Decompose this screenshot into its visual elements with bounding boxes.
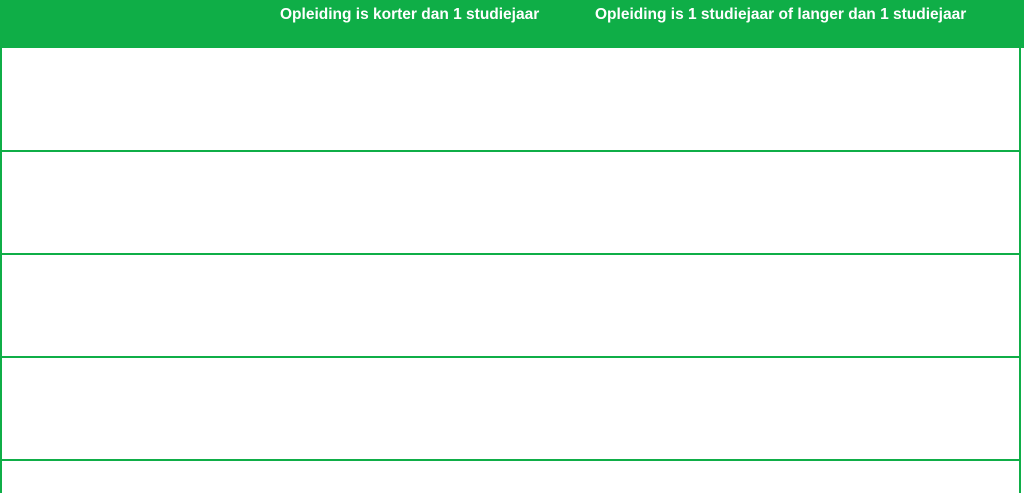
row-label <box>2 461 272 493</box>
header-long-course: Opleiding is 1 studiejaar of langer dan 1 studiejaar <box>595 6 967 23</box>
cell-short-course <box>280 255 590 356</box>
cell-long-course <box>595 358 1015 459</box>
table-right-border <box>1019 48 1021 493</box>
row-label <box>2 358 272 459</box>
row-label <box>2 152 272 253</box>
table-row <box>2 255 1019 356</box>
table-row <box>2 48 1019 150</box>
table-header <box>0 0 1024 48</box>
row-label <box>2 48 272 150</box>
table-row <box>2 152 1019 253</box>
cell-long-course <box>595 255 1015 356</box>
cell-short-course <box>280 461 590 493</box>
cell-long-course <box>595 152 1015 253</box>
cell-short-course <box>280 48 590 150</box>
cell-long-course <box>595 461 1015 493</box>
cell-short-course <box>280 152 590 253</box>
table-row <box>2 461 1019 493</box>
cell-long-course <box>595 48 1015 150</box>
cell-short-course <box>280 358 590 459</box>
header-short-course: Opleiding is korter dan 1 studiejaar <box>280 6 540 23</box>
table-row <box>2 358 1019 459</box>
row-label <box>2 255 272 356</box>
